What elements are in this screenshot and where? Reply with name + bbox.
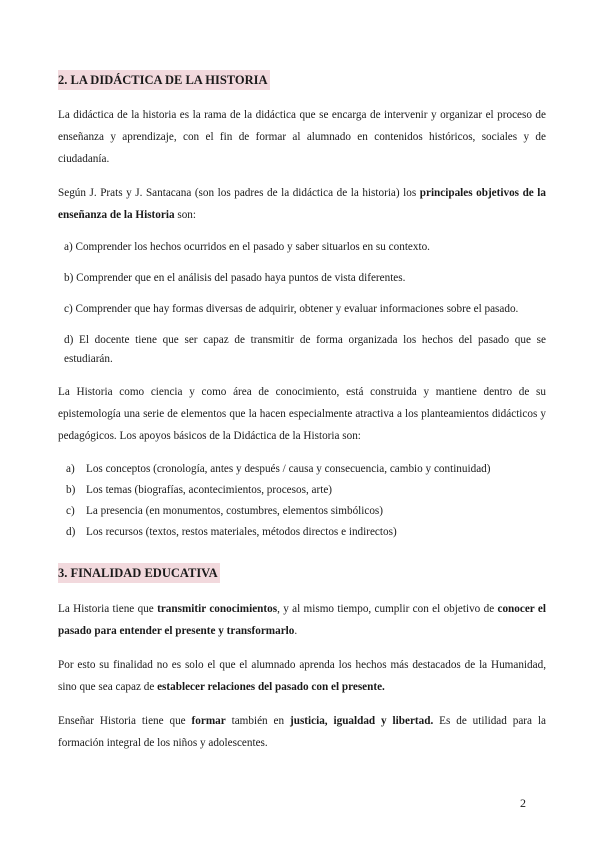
- section-2-heading-wrap: [58, 70, 546, 90]
- support-text: La presencia (en monumentos, costumbres, elementos simbólicos): [86, 505, 384, 517]
- p2-text-post: son:: [174, 209, 196, 221]
- s3p2-pre: Por esto su finalidad no es solo el que el alumnado aprenda los hechos más destacados de la Humanidad, sino que sea capaz de: [58, 659, 546, 693]
- page-content: [58, 70, 546, 766]
- support-item: [58, 480, 546, 501]
- objectives-list: [58, 238, 546, 369]
- s3p1-mid: , y al mismo tiempo, cumplir con el objetivo de: [277, 603, 498, 615]
- support-text: Los temas (biografías, acontecimientos, procesos, arte): [86, 484, 333, 496]
- section-3-paragraph-2: [58, 654, 546, 698]
- s3p1-bold-1: transmitir conocimientos: [157, 603, 278, 615]
- section-2-paragraph-1: La didáctica de la historia es la rama de la didáctica que se encarga de intervenir y organizar el proceso de enseñanza y aprendizaje, con el fin de formar al alumnado en contenidos históricos, sociales y de ciudadanía.: [58, 109, 546, 165]
- s3p3-bold-2: justicia, igualdad y libertad.: [290, 715, 434, 727]
- section-3-heading: 3. FINALIDAD EDUCATIVA: [58, 563, 220, 583]
- support-item: [58, 501, 546, 522]
- p2-text-pre: Según J. Prats y J. Santacana (son los padres de la didáctica de la historia) los: [58, 187, 420, 199]
- support-item: [58, 522, 546, 543]
- support-marker: c): [66, 505, 75, 517]
- s3p3-post: Es de utilidad para la formación integral de los niños y adolescentes.: [58, 715, 546, 749]
- objective-item: d) El docente tiene que ser capaz de transmitir de forma organizada los hechos del pasado que se estudiarán.: [64, 334, 546, 365]
- section-3-paragraph-3: [58, 710, 546, 754]
- support-text: Los recursos (textos, restos materiales, métodos directos e indirectos): [86, 526, 397, 538]
- s3p3-mid: también en: [225, 715, 290, 727]
- objective-item: b) Comprender que en el análisis del pasado haya puntos de vista diferentes.: [64, 272, 406, 284]
- page-number: 2: [520, 796, 526, 810]
- p2-bold-objectives: principales objetivos de la enseñanza de la Historia: [58, 187, 546, 221]
- support-text: Los conceptos (cronología, antes y después / causa y consecuencia, cambio y continuidad): [86, 463, 491, 475]
- section-3-paragraph-1: [58, 598, 546, 642]
- s3p1-bold-2: conocer el pasado para entender el presente y transformarlo: [58, 603, 546, 637]
- s3p3-pre: Enseñar Historia tiene que: [58, 715, 192, 727]
- s3p2-bold: establecer relaciones del pasado con el presente.: [157, 681, 385, 693]
- support-marker: a): [66, 463, 75, 475]
- supports-list: [58, 459, 546, 543]
- section-2-paragraph-3: La Historia como ciencia y como área de conocimiento, está construida y mantiene dentro de su epistemología una serie de elementos que la hacen especialmente atractiva a los planteamientos didácticos y pedagógicos. Los apoyos básicos de la Didáctica de la Historia son:: [58, 386, 546, 442]
- objective-item: a) Comprender los hechos ocurridos en el pasado y saber situarlos en su contexto.: [64, 241, 430, 253]
- objective-item: c) Comprender que hay formas diversas de adquirir, obtener y evaluar informaciones sobre el pasado.: [64, 303, 519, 315]
- section-3-heading-wrap: [58, 563, 546, 583]
- section-2-heading: 2. LA DIDÁCTICA DE LA HISTORIA: [58, 70, 270, 90]
- section-2-paragraph-2: [58, 182, 546, 226]
- support-marker: d): [66, 526, 76, 538]
- s3p1-pre: La Historia tiene que: [58, 603, 158, 615]
- support-item: [58, 459, 546, 480]
- support-marker: b): [66, 484, 76, 496]
- s3p1-post: .: [294, 625, 298, 637]
- s3p3-bold-1: formar: [191, 715, 226, 727]
